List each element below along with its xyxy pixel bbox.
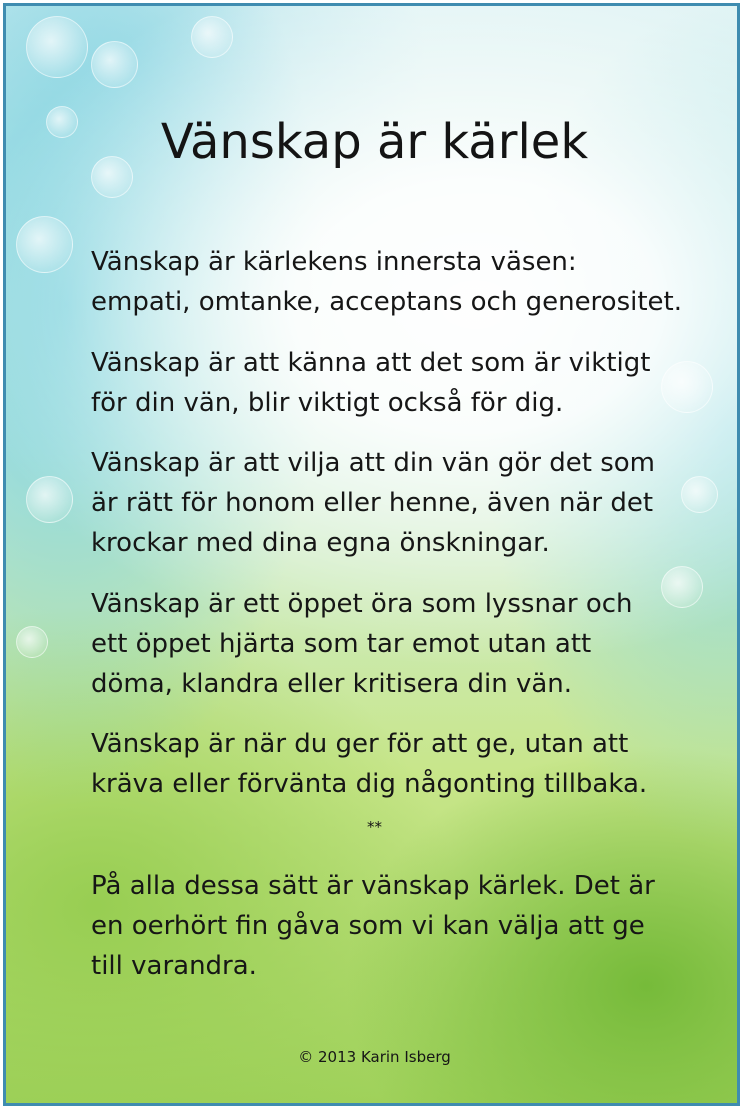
stanza-line: Vänskap är kärlekens innersta väsen: [91,247,577,277]
stanza-line: krockar med dina egna önskningar. [91,528,550,558]
stanza-line: är rätt för honom eller henne, även när det [91,488,654,518]
stanza-line: för din vän, blir viktigt också för dig. [91,388,564,418]
poem-title: Vänskap är kärlek [160,114,589,170]
stanza-line: till varandra. [91,951,257,981]
stanza-1 [91,242,682,322]
copyright-notice: © 2013 Karin Isberg [298,1048,451,1066]
stanza-line: Vänskap är att vilja att din vän gör det som [91,448,655,478]
bokeh-bubble [681,476,718,513]
poem-card [3,3,740,1106]
closing-stanza [91,866,655,986]
stanza-3 [91,443,655,563]
stanza-5 [91,724,647,804]
bokeh-bubble [191,16,233,58]
stanza-line: empati, omtanke, acceptans och generositet. [91,287,683,317]
bokeh-bubble [16,216,73,273]
bokeh-bubble [91,41,138,88]
bokeh-bubble [661,566,703,608]
bokeh-bubble [26,16,88,78]
stanza-line: en oerhört fin gåva som vi kan välja att ge [91,911,645,941]
bokeh-bubble [16,626,48,658]
bokeh-bubble [661,361,713,413]
stanza-line: kräva eller förvänta dig någonting tillbaka. [91,769,648,799]
stanza-line: Vänskap är ett öppet öra som lyssnar och [91,589,633,619]
stanza-line: På alla dessa sätt är vänskap kärlek. Det är [91,871,655,901]
stanza-line: döma, klandra eller kritisera din vän. [91,669,573,699]
stanza-separator: ** [367,818,382,836]
stanza-line: ett öppet hjärta som tar emot utan att [91,629,592,659]
stanza-4 [91,584,633,704]
stanza-line: Vänskap är att känna att det som är viktigt [91,348,651,378]
stanza-2 [91,343,650,423]
bokeh-bubble [26,476,73,523]
stanza-line: Vänskap är när du ger för att ge, utan att [91,729,629,759]
